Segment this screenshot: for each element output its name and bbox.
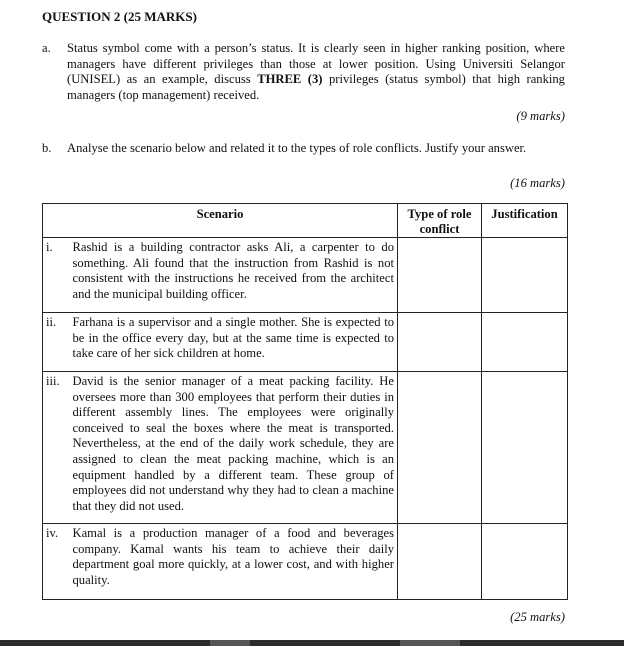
row-number: ii. <box>43 313 73 372</box>
row-scenario-text: Kamal is a production manager of a food and beverages company. Kamal wants his team to achieve their daily department goal more quickly, at a lower cost, and with higher quality. <box>73 524 398 600</box>
table-header-row <box>43 204 568 238</box>
emphasis-three: THREE (3) <box>257 72 323 87</box>
row-justification-cell[interactable] <box>482 238 568 313</box>
row-scenario-text: David is the senior manager of a meat packing facility. He oversees more than 300 employees that perform their duties in different assembly lines. The employees were originally conceived to seal the boxes where the meat is transported. Nevertheless, at the end of the daily work schedule, they are assigned to clean the meat packing machine, which is an equipment handled by a different team. These group of employees did not understand why they had to clean a machine that they did not used. <box>73 372 398 524</box>
header-justification: Justification <box>482 204 568 238</box>
row-justification-cell[interactable] <box>482 313 568 372</box>
part-b-letter: b. <box>42 141 52 155</box>
question-title: QUESTION 2 (25 MARKS) <box>42 9 197 24</box>
bottom-edge-bar <box>0 640 624 646</box>
table-row <box>43 524 568 600</box>
part-b-marks: (16 marks) <box>510 176 565 190</box>
table-row <box>43 372 568 524</box>
header-scenario: Scenario <box>43 204 398 238</box>
row-justification-cell[interactable] <box>482 372 568 524</box>
scenario-table <box>42 203 568 600</box>
row-scenario-text: Rashid is a building contractor asks Ali, a carpenter to do something. Ali found that the instruction from Rashid is not consistent with the instructions he received from the architect and the municipal building officer. <box>73 238 398 313</box>
row-type-cell[interactable] <box>398 313 482 372</box>
table-row <box>43 313 568 372</box>
header-type: Type of role conflict <box>398 204 482 238</box>
row-type-cell[interactable] <box>398 372 482 524</box>
table-row <box>43 238 568 313</box>
row-type-cell[interactable] <box>398 238 482 313</box>
part-b-text: Analyse the scenario below and related it to the types of role conflicts. Justify your answer. <box>67 141 527 155</box>
part-a-text: Status symbol come with a person’s status. It is clearly seen in higher ranking position, where managers have different privileges than those at lower position. Using Universiti Selangor (UNISEL) as an example, discuss THREE (3) privileges (status symbol) that high ranking managers (top management) received. <box>67 41 565 102</box>
row-justification-cell[interactable] <box>482 524 568 600</box>
row-number: i. <box>43 238 73 313</box>
row-number: iv. <box>43 524 73 600</box>
row-type-cell[interactable] <box>398 524 482 600</box>
row-scenario-text: Farhana is a supervisor and a single mother. She is expected to be in the office every day, but at the same time is expected to take care of her sick children at home. <box>73 313 398 372</box>
part-a-marks: (9 marks) <box>516 109 565 123</box>
total-marks: (25 marks) <box>510 610 565 624</box>
row-number: iii. <box>43 372 73 524</box>
part-a-letter: a. <box>42 41 51 55</box>
